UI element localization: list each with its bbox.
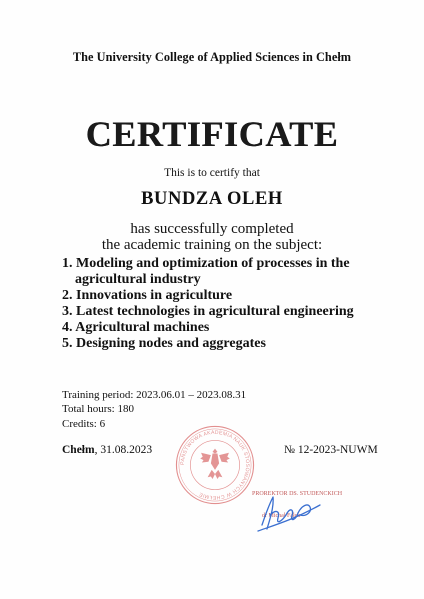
issue-date: , 31.08.2023: [94, 444, 153, 456]
completion-line-2: the academic training on the subject:: [101, 237, 323, 253]
institution-name: The University College of Applied Sciences in Chełm: [72, 50, 352, 64]
issue-place: Chełm: [62, 444, 95, 456]
issue-place-date: [62, 444, 152, 456]
handwritten-signature: [240, 485, 330, 540]
subject-item: 2. Innovations in agriculture: [62, 288, 233, 303]
recipient-name: BUNDZA OLEH: [141, 189, 283, 209]
certificate-number: № 12-2023-NUWM: [284, 444, 378, 456]
subject-item-continuation: agricultural industry: [75, 272, 201, 287]
subject-item-label: 1. Modeling and optimization of processes in the: [62, 256, 350, 271]
training-period: Training period: 2023.06.01 – 2023.08.31: [62, 389, 247, 401]
completion-line-1: has successfully completed: [130, 221, 294, 237]
eagle-emblem-icon: [200, 449, 230, 479]
subject-list: [62, 256, 382, 352]
credits: Credits: 6: [62, 418, 106, 430]
certificate-title: CERTIFICATE: [85, 114, 339, 154]
total-hours: Total hours: 180: [62, 403, 134, 415]
subject-item: [62, 256, 382, 288]
certify-intro: This is to certify that: [164, 167, 260, 179]
subject-item: 4. Agricultural machines: [62, 320, 210, 335]
signature-stamp-title: PROREKTOR DS. STUDENCKICH: [252, 491, 343, 497]
subject-item: 3. Latest technologies in agricultural engineering: [62, 304, 354, 319]
signature-stamp-name: dr Michał Fałek: [262, 513, 301, 519]
subject-item: 5. Designing nodes and aggregates: [62, 336, 266, 351]
svg-text:PAŃSTWOWA AKADEMIA NAUK STOSOW: PAŃSTWOWA AKADEMIA NAUK STOSOWANYCH W CHEŁMIE: [179, 429, 251, 501]
